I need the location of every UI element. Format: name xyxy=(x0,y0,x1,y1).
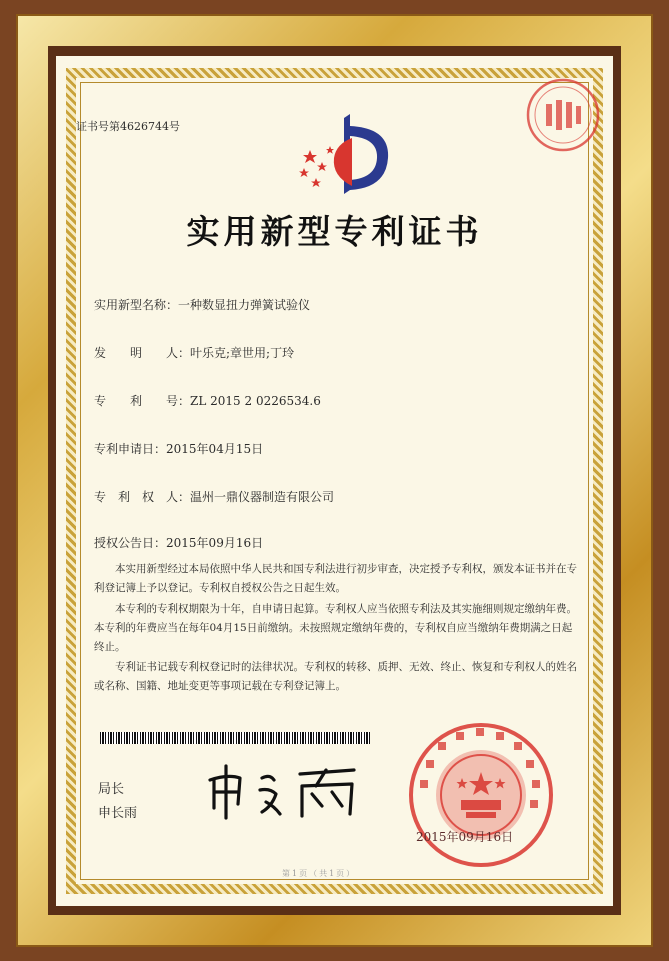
field-value: ZL 2015 2 0226534.6 xyxy=(190,394,321,408)
field-label: 实用新型名称： xyxy=(94,298,179,312)
paragraph-term: 本专利的专利权期限为十年，自申请日起算。专利权人应当依照专利法及其实施细则规定缴纳年费。本专利的年费应当在每年04月15日前缴纳。未按照规定缴纳年费的，专利权自应当缴纳年费期满之日起终止。 xyxy=(94,603,577,653)
field-label: 专 利 权 人： xyxy=(94,490,191,504)
certificate-title: 实用新型专利证书 xyxy=(186,212,483,251)
field-label: 专利申请日： xyxy=(94,442,167,456)
small-seal-stamp xyxy=(524,76,602,154)
issue-date: 2015年09月16日 xyxy=(416,830,514,844)
director-name: 申长雨 xyxy=(98,806,138,821)
field-label: 发 明 人： xyxy=(94,346,191,360)
barcode xyxy=(100,732,370,744)
field-patentee xyxy=(94,488,334,505)
field-label: 专 利 号： xyxy=(94,394,191,408)
field-value: 2015年09月16日 xyxy=(166,536,264,550)
paragraph-legal-status: 专利证书记载专利权登记时的法律状况。专利权的转移、质押、无效、终止、恢复和专利权人的姓名或名称、国籍、地址变更等事项记载在专利登记簿上。 xyxy=(94,661,577,692)
field-utility-model-name xyxy=(94,296,310,313)
field-value: 叶乐克;章世用;丁玲 xyxy=(190,346,295,360)
director-signature xyxy=(204,756,374,826)
field-grant-date xyxy=(94,534,263,551)
certificate-number: 证书号第4626744号 xyxy=(76,120,180,133)
field-value: 一种数显扭力弹簧试验仪 xyxy=(178,298,311,312)
director-label: 局长 xyxy=(98,782,125,797)
field-value: 2015年04月15日 xyxy=(166,442,264,456)
field-label: 授权公告日： xyxy=(94,536,167,550)
page-footer-note: 第1页（共1页） xyxy=(282,869,357,878)
certificate-paper xyxy=(56,56,613,906)
field-patent-number xyxy=(94,392,321,409)
field-inventors xyxy=(94,344,294,361)
field-value: 温州一鼎仪器制造有限公司 xyxy=(190,490,335,504)
official-seal-stamp xyxy=(406,720,556,870)
paragraph-examination: 本实用新型经过本局依照中华人民共和国专利法进行初步审查，决定授予专利权，颁发本证书并在专利登记簿上予以登记。专利权自授权公告之日起生效。 xyxy=(94,563,577,594)
patent-office-logo-icon xyxy=(292,106,402,206)
field-application-date xyxy=(94,440,263,457)
